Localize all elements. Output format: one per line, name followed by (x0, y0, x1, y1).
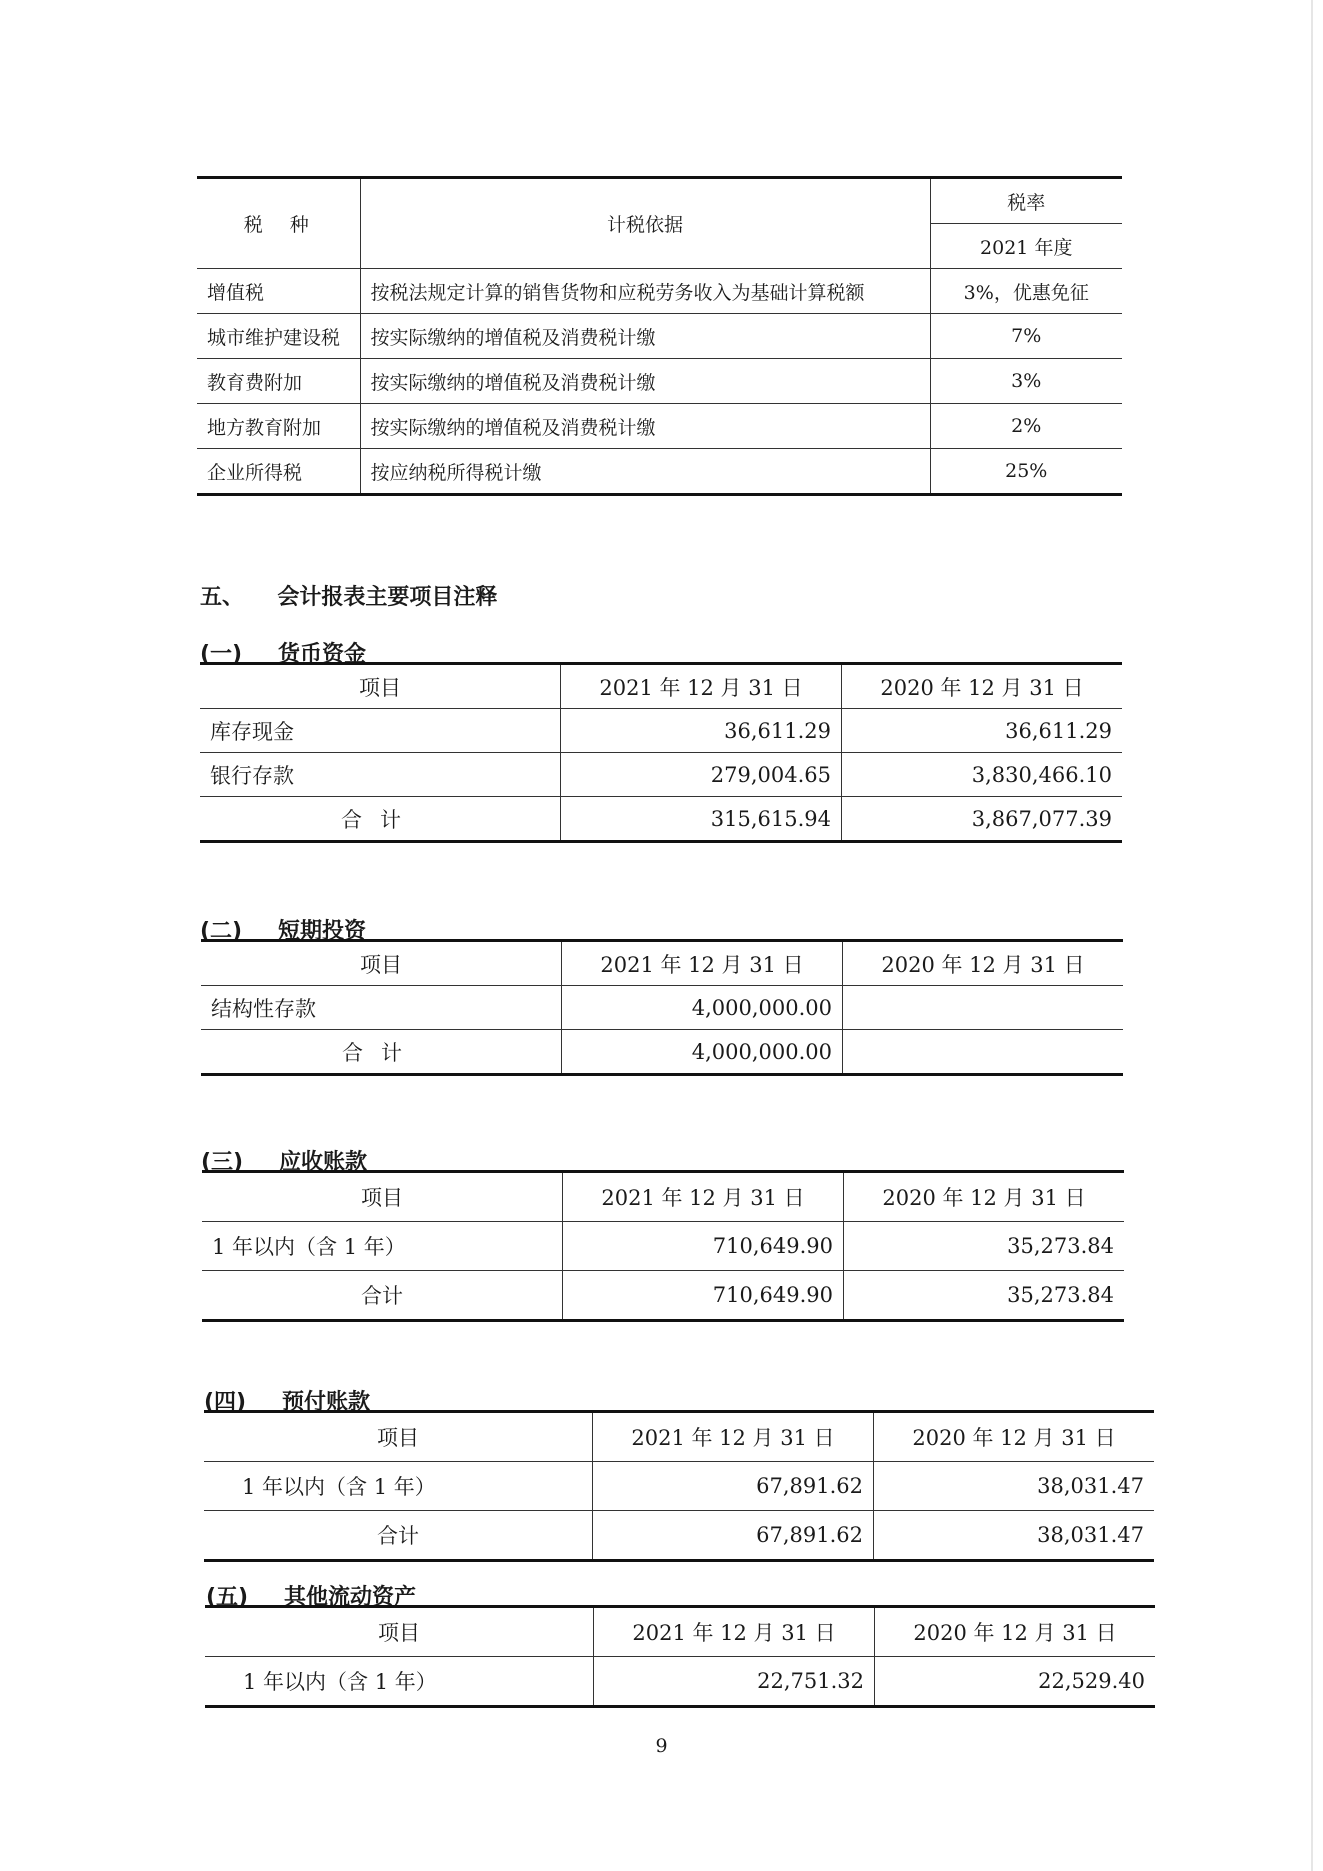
total-row (200, 797, 1122, 842)
accounts-receivable-table (202, 1170, 1124, 1322)
tax-row (197, 404, 1122, 449)
tax-type: 地方教育附加 (197, 404, 360, 449)
subsection-title: 短期投资 (278, 919, 367, 944)
value-2020: 3,830,466.10 (842, 753, 1123, 797)
subsection-number: (三) (201, 1150, 244, 1175)
tax-basis: 按应纳税所得税计缴 (360, 449, 930, 495)
page-number: 9 (655, 1735, 668, 1757)
tax-basis: 按实际缴纳的增值税及消费税计缴 (360, 404, 930, 449)
tax-row (197, 269, 1122, 314)
total-2021: 67,891.62 (593, 1511, 874, 1561)
tax-rate: 7% (930, 314, 1122, 359)
row-label: 1 年以内（含 1 年） (205, 1657, 594, 1707)
value-2021: 36,611.29 (561, 709, 842, 753)
table-header-row (205, 1607, 1155, 1657)
value-2020: 35,273.84 (844, 1222, 1125, 1271)
total-2021: 710,649.90 (563, 1271, 844, 1321)
tax-basis: 按税法规定计算的销售货物和应税劳务收入为基础计算税额 (360, 269, 930, 314)
row-label: 库存现金 (200, 709, 561, 753)
tax-row (197, 449, 1122, 495)
total-2020: 35,273.84 (1007, 1283, 1114, 1307)
table-row (205, 1657, 1155, 1707)
section-heading (200, 580, 497, 611)
total-label: 合计 (201, 1030, 562, 1075)
total-2020: 3,867,077.39 (971, 806, 1112, 831)
row-label: 结构性存款 (201, 986, 562, 1030)
scan-edge-line (1311, 0, 1313, 1871)
tax-rate: 3%，优惠免征 (930, 269, 1122, 314)
subsection-title: 货币资金 (278, 642, 367, 667)
cash-table (200, 662, 1122, 843)
tax-year-header: 2021 年度 (930, 224, 1122, 269)
tax-row (197, 359, 1122, 404)
total-row (204, 1511, 1154, 1561)
tax-type: 增值税 (197, 269, 360, 314)
subsection-title: 预付账款 (282, 1390, 371, 1415)
total-label: 合计 (204, 1511, 593, 1561)
total-2020 (843, 1030, 1124, 1075)
tax-rate: 3% (930, 359, 1122, 404)
total-label: 合计 (200, 797, 561, 842)
header-item: 项目 (204, 1412, 593, 1462)
value-2020: 36,611.29 (842, 709, 1123, 753)
value-2021: 4,000,000.00 (562, 986, 843, 1030)
value-2020: 38,031.47 (874, 1462, 1155, 1511)
total-2021: 315,615.94 (561, 797, 842, 842)
value-2021: 67,891.62 (593, 1462, 874, 1511)
total-2021: 4,000,000.00 (562, 1030, 843, 1075)
header-item: 项目 (205, 1607, 594, 1657)
tax-basis: 按实际缴纳的增值税及消费税计缴 (360, 359, 930, 404)
subsection-number: (四) (204, 1390, 247, 1415)
section-title: 会计报表主要项目注释 (277, 585, 498, 610)
subsection-title: 其他流动资产 (284, 1585, 417, 1610)
total-row (201, 1030, 1123, 1075)
tax-table-header-row (197, 178, 1122, 224)
header-2020: 2020 年 12 月 31 日 (844, 1172, 1125, 1222)
tax-rate: 25% (1005, 460, 1048, 482)
tax-type-header: 税 种 (197, 178, 360, 269)
subsection-number: (一) (200, 642, 243, 667)
prepayments-table (204, 1410, 1154, 1562)
subsection-number: (五) (206, 1585, 249, 1610)
header-2021: 2021 年 12 月 31 日 (561, 664, 842, 709)
tax-basis: 按实际缴纳的增值税及消费税计缴 (360, 314, 930, 359)
value-2020: 22,529.40 (1038, 1669, 1145, 1693)
row-label: 银行存款 (200, 753, 561, 797)
table-header-row (202, 1172, 1124, 1222)
header-2021: 2021 年 12 月 31 日 (594, 1607, 875, 1657)
tax-rate-header: 税率 (930, 178, 1122, 224)
value-2021: 710,649.90 (563, 1222, 844, 1271)
tax-type: 教育费附加 (197, 359, 360, 404)
value-2021: 22,751.32 (594, 1657, 875, 1707)
table-row (200, 709, 1122, 753)
row-label: 1 年以内（含 1 年） (202, 1222, 563, 1271)
tax-type: 企业所得税 (197, 449, 360, 495)
header-2020: 2020 年 12 月 31 日 (843, 941, 1124, 986)
table-row (202, 1222, 1124, 1271)
total-row (202, 1271, 1124, 1321)
header-2020: 2020 年 12 月 31 日 (874, 1412, 1155, 1462)
table-row (201, 986, 1123, 1030)
header-2021: 2021 年 12 月 31 日 (593, 1412, 874, 1462)
header-2021: 2021 年 12 月 31 日 (563, 1172, 844, 1222)
row-label: 1 年以内（含 1 年） (204, 1462, 593, 1511)
tax-row (197, 314, 1122, 359)
table-header-row (201, 941, 1123, 986)
table-row (200, 753, 1122, 797)
subsection-number: (二) (200, 919, 243, 944)
table-row (204, 1462, 1154, 1511)
value-2020 (843, 986, 1124, 1030)
table-header-row (200, 664, 1122, 709)
header-item: 项目 (201, 941, 562, 986)
tax-basis-header: 计税依据 (360, 178, 930, 269)
short-term-investment-table (201, 939, 1123, 1076)
header-item: 项目 (202, 1172, 563, 1222)
other-current-assets-table (205, 1605, 1155, 1708)
header-2021: 2021 年 12 月 31 日 (562, 941, 843, 986)
tax-rate: 2% (930, 404, 1122, 449)
total-2020: 38,031.47 (1037, 1523, 1144, 1547)
subsection-title: 应收账款 (279, 1150, 368, 1175)
header-2020: 2020 年 12 月 31 日 (875, 1607, 1156, 1657)
section-number: 五、 (200, 585, 245, 610)
tax-rate-table (197, 176, 1122, 496)
table-header-row (204, 1412, 1154, 1462)
header-2020: 2020 年 12 月 31 日 (842, 664, 1123, 709)
header-item: 项目 (200, 664, 561, 709)
tax-type: 城市维护建设税 (197, 314, 360, 359)
total-label: 合计 (202, 1271, 563, 1321)
value-2021: 279,004.65 (561, 753, 842, 797)
